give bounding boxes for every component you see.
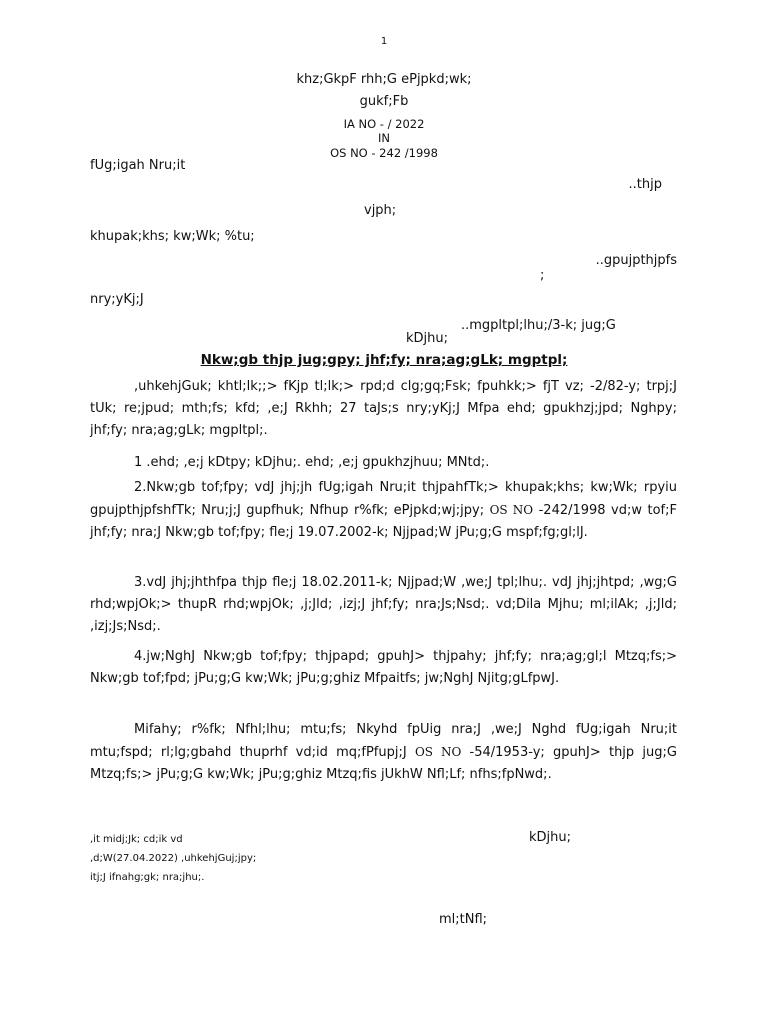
paragraph-5 <box>90 719 677 786</box>
attestation-line3: itj;J ifnahg;gk; nra;jhu;. <box>90 872 205 883</box>
paragraph-2-part-b: -242/1998 vd;w tof;F jhf;fy; nra;J Nkw;gb tof;fpy; fle;j 19.07.2002-k; Njjpad;W jPu;g;G mspf;fg;gl;lJ. <box>90 503 677 540</box>
page-number: 1 <box>380 36 388 47</box>
case-number-in: IN <box>378 131 390 145</box>
defendants-name: khupak;khs; kw;Wk; %tu; <box>90 229 255 244</box>
defendants-role: ..gpujpthjpfs <box>595 253 677 268</box>
paragraph-5-case-ref: OS NO <box>414 745 462 759</box>
court-title: khz;GkpF rhh;G ePjpkd;wk; <box>296 72 472 87</box>
petitioner-name: nry;yKj;J <box>90 292 144 307</box>
paragraph-3: 3.vdJ jhj;jhthfpa thjp fle;j 18.02.2011-k; Njjpad;W ,we;J tpl;lhu;. vdJ jhj;jhtpd; ,wg;G rhd;wpjOk;> thupR rhd;wpjOk; ,j;Jld; ,izj;J jhf;fy; nra;Js;Nsd;. vd;Dila Mjhu; ml;ilAk; ,j;Jld; ,izj;Js;Nsd;. <box>90 575 677 634</box>
paragraph-5-part-b: -54/1953-y; gpuhJ> thjp jug;G Mtzq;fs;> jPu;g;G kw;Wk; jPu;g;ghiz Mtzq;fis jUkhW Nfl;Lf; nfhs;fpNwd;. <box>90 745 677 782</box>
paragraph-2-part-a: 2.Nkw;gb tof;fpy; vdJ jhj;jh fUg;igah Nru;it thjpahfTk;> khupak;khs; kw;Wk; rpyiu gpujpthjpfshfTk; Nru;j;J gupfhuk; Nfhup r%fk; ePjpkd;wj;jpy; <box>90 480 677 518</box>
case-number-os: OS NO - 242 /1998 <box>330 146 438 160</box>
paragraph-2-case-ref: OS NO <box>489 503 534 517</box>
case-number-ia: IA NO - / 2022 <box>343 117 425 131</box>
court-city: gukf;Fb <box>359 94 409 109</box>
paragraph-4: 4.jw;NghJ Nkw;gb tof;fpy; thjpapd; gpuhJ> thjpahy; jhf;fy; nra;ag;gl;l Mtzq;fs;> Nkw;gb tof;fpd; jPu;g;G kw;Wk; jPu;g;ghiz Mfpaitfs; jw;NghJ Njitg;gLfpwJ. <box>90 649 677 686</box>
advocate-label: ml;tNfl; <box>439 912 488 927</box>
paragraph-2 <box>90 477 677 544</box>
affidavit-heading: Nkw;gb thjp jug;gpy; jhf;fy; nra;ag;gLk; mgptpl; <box>200 352 568 368</box>
petitioner-role-line1: ..mgpltpl;lhu;/3-k; jug;G <box>461 318 616 333</box>
versus-label: vjph; <box>364 203 397 218</box>
paragraph-1: 1 .ehd; ,e;j kDtpy; kDjhu;. ehd; ,e;j gpukhzjhuu; MNtd;. <box>134 455 490 470</box>
petitioner-signature-label: kDjhu; <box>529 830 572 845</box>
attestation-line1: ,it midj;Jk; cd;ik vd <box>90 834 183 845</box>
attestation-line2: ,d;W(27.04.2022) ,uhkehjGuj;jpy; <box>90 853 257 864</box>
paragraph-intro: ,uhkehjGuk; khtl;lk;;> fKjp tl;lk;> rpd;d clg;gq;Fsk; fpuhkk;> fjT vz; -2/82-y; trpj;J tUk; re;jpud; mth;fs; kfd; ,e;J Rkhh; 27 taJs;s nry;yKj;J Mfpa ehd; gpukhzj;jpd; Nghpy; jhf;fy; nra;ag;gLk; mgpltpl;. <box>90 379 677 438</box>
defendants-role-semicolon: ; <box>540 268 545 283</box>
plaintiff-role: ..thjp <box>628 177 662 192</box>
plaintiff-name: fUg;igah Nru;it <box>90 158 186 173</box>
petitioner-role-line2: kDjhu; <box>406 331 449 346</box>
paragraph-5-part-a: Mifahy; r%fk; Nfhl;lhu; mtu;fs; Nkyhd fpUig nra;J ,we;J Nghd fUg;igah Nru;it mtu;fspd; rl;lg;gbahd thuprhf vd;id mq;fPfupj;J <box>90 722 677 760</box>
